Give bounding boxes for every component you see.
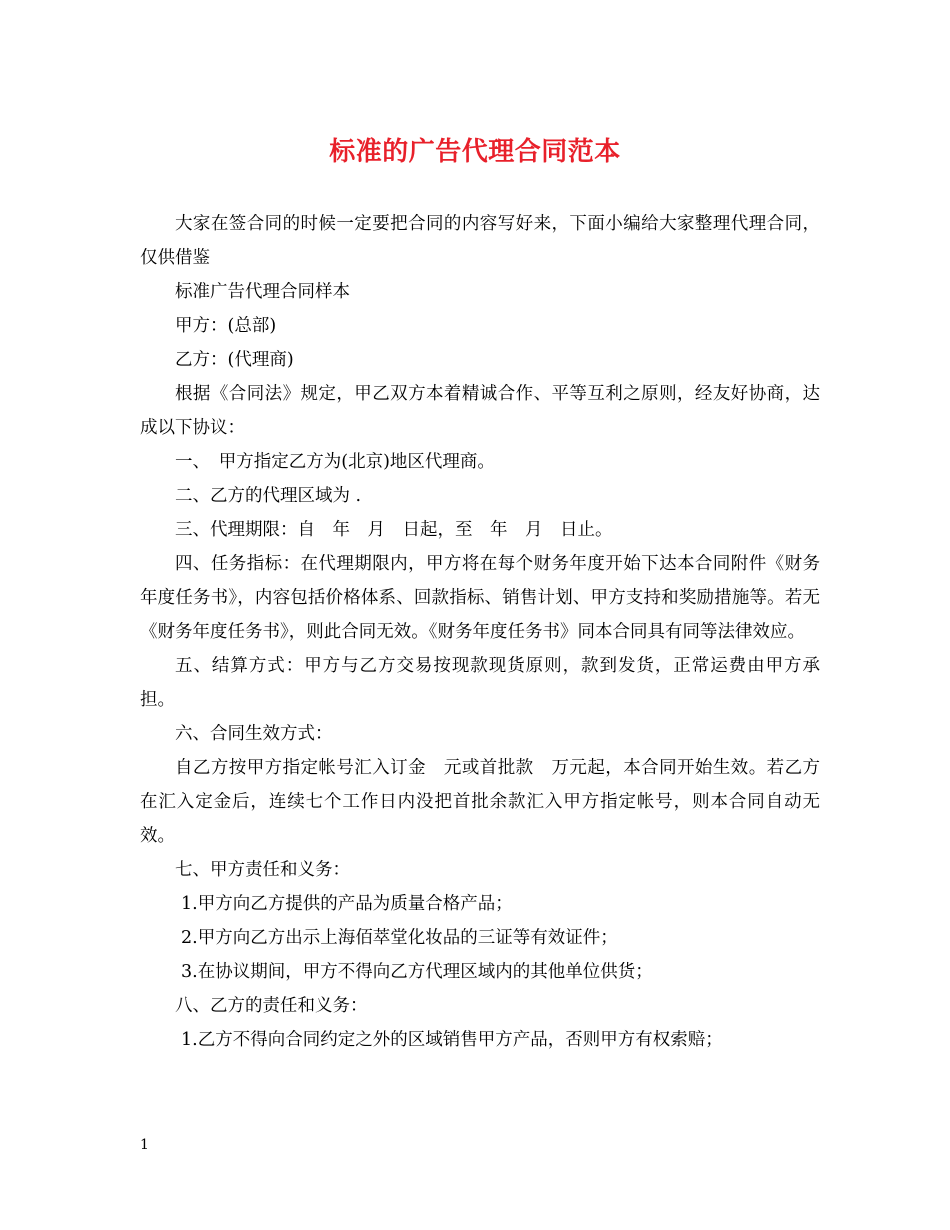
clause-1: 一、 甲方指定乙方为(北京)地区代理商。: [175, 452, 495, 472]
clause-2: 二、乙方的代理区域为 .: [175, 486, 362, 506]
clause-7-item-2: 2.甲方向乙方出示上海佰萃堂化妆品的三证等有效证件；: [181, 928, 618, 948]
clause-5: 五、结算方式：甲方与乙方交易按现款现货原则，款到发货，正常运费由甲方承担。: [140, 656, 820, 710]
clause-8-heading: 八、乙方的责任和义务：: [175, 996, 368, 1016]
document-body: [140, 207, 820, 1057]
clause-6-body: 自乙方按甲方指定帐号汇入订金 元或首批款 万元起，本合同开始生效。若乙方在汇入定金后，连续七个工作日内没把首批余款汇入甲方指定帐号，则本合同自动无效。: [140, 758, 820, 846]
document-title: 标准的广告代理合同范本: [329, 137, 621, 167]
page-number: 1: [140, 1137, 149, 1153]
clause-3: 三、代理期限：自 年 月 日起，至 年 月 日止。: [175, 520, 613, 540]
clause-6-heading: 六、合同生效方式：: [175, 724, 333, 744]
clause-7-item-1: 1.甲方向乙方提供的产品为质量合格产品；: [181, 894, 513, 914]
preamble-paragraph: 根据《合同法》规定，甲乙双方本着精诚合作、平等互利之原则，经友好协商，达成以下协议：: [140, 384, 820, 438]
clause-7-item-3: 3.在协议期间，甲方不得向乙方代理区域内的其他单位供货；: [181, 962, 653, 982]
clause-8-item-1: 1.乙方不得向合同约定之外的区域销售甲方产品，否则甲方有权索赔；: [181, 1030, 723, 1050]
clause-7-heading: 七、甲方责任和义务：: [175, 860, 350, 880]
contract-subtitle: 标准广告代理合同样本: [175, 282, 350, 302]
intro-paragraph: 大家在签合同的时候一定要把合同的内容写好来，下面小编给大家整理代理合同，仅供借鉴: [140, 214, 820, 268]
clause-4: 四、任务指标：在代理期限内，甲方将在每个财务年度开始下达本合同附件《财务年度任务书》，内容包括价格体系、回款指标、销售计划、甲方支持和奖励措施等。若无《财务年度任务书》，则此合同无效。《财务年度任务书》同本合同具有同等法律效应。: [140, 554, 820, 642]
party-a: 甲方：(总部): [175, 316, 277, 336]
party-b: 乙方：(代理商): [175, 350, 294, 370]
